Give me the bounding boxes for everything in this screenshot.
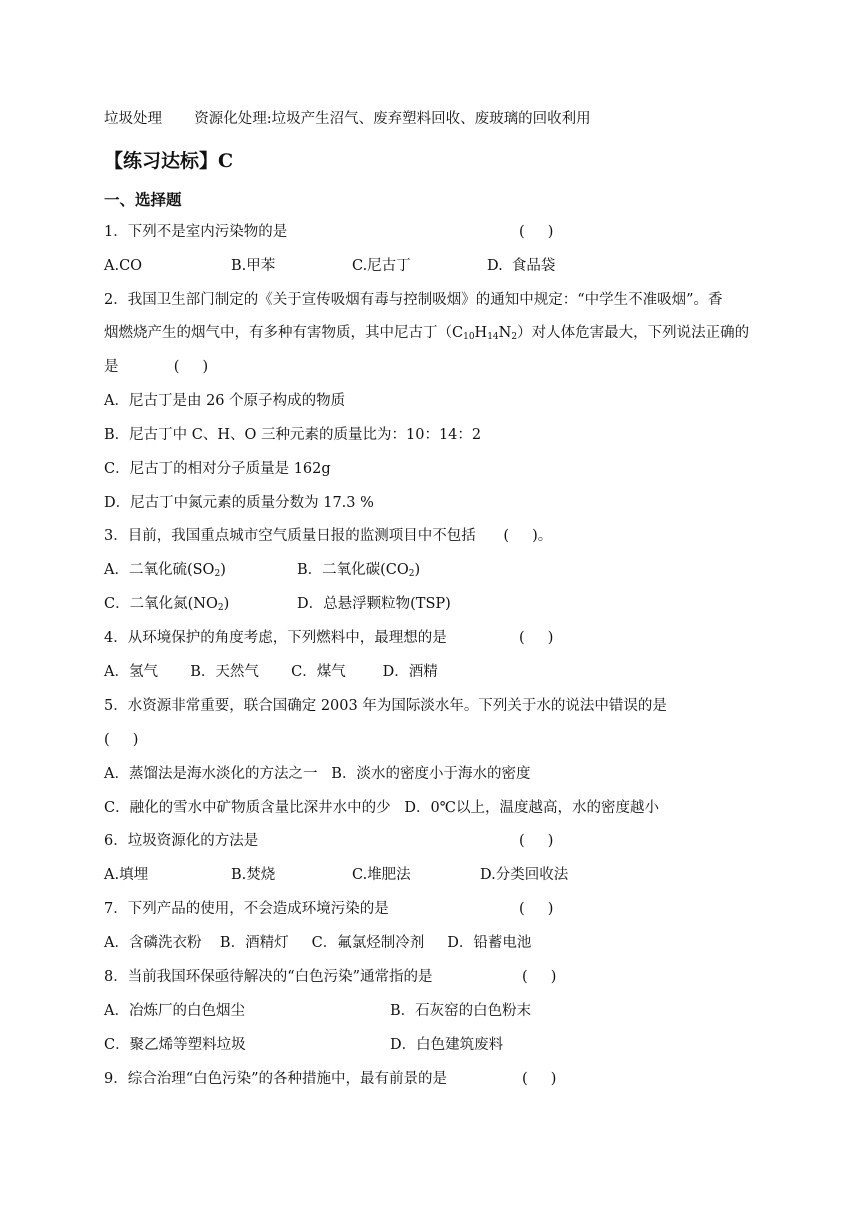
- q7-stem: 7．下列产品的使用，不会造成环境污染的是: [104, 901, 389, 917]
- q3-option-a-post: ): [220, 562, 226, 578]
- q5-line-2: ( ): [104, 732, 139, 748]
- q1-stem: 1．下列不是室内污染物的是: [104, 224, 288, 240]
- q2-line-2: [104, 323, 749, 347]
- q8-option-d: D．白色建筑废料: [390, 1037, 504, 1053]
- q1-answer-paren: ( ): [519, 224, 554, 240]
- q2-formula-h: H: [474, 325, 488, 341]
- q3-option-a-pre: A．二氧化硫(SO: [104, 562, 215, 578]
- subsection-title: 一、选择题: [104, 190, 182, 209]
- q9-answer-paren: ( ): [522, 1071, 557, 1087]
- q2-formula-sub-3: 2: [511, 332, 518, 342]
- q6-option-d: D.分类回收法: [480, 867, 569, 883]
- q3-option-c-pre: C．二氧化氮(NO: [104, 596, 218, 612]
- q5-line-1: 5．水资源非常重要，联合国确定 2003 年为国际淡水年。下列关于水的说法中错误的是: [104, 698, 667, 714]
- q8-stem: 8．当前我国环保亟待解决的“白色污染”通常指的是: [104, 969, 433, 985]
- q3-stem: 3．目前，我国重点城市空气质量日报的监测项目中不包括 ( )。: [104, 528, 553, 544]
- q1-option-b: B.甲苯: [231, 258, 276, 274]
- q2-line-1: 2．我国卫生部门制定的《关于宣传吸烟有毒与控制吸烟》的通知中规定：“中学生不准吸烟”。香: [104, 292, 723, 308]
- q6-answer-paren: ( ): [519, 833, 554, 849]
- q4-options: A．氢气 B．天然气 C．煤气 D．酒精: [104, 664, 438, 680]
- q2-option-a: A．尼古丁是由 26 个原子构成的物质: [104, 393, 346, 409]
- q3-option-c-post: ): [223, 596, 230, 612]
- q3-option-b: [297, 560, 420, 584]
- q7-answer-paren: ( ): [519, 901, 554, 917]
- q1-option-d: D. 食品袋: [487, 258, 556, 274]
- q1-option-a: A.CO: [104, 258, 143, 274]
- q6-option-a: A.填埋: [104, 867, 149, 883]
- intro-line: 垃圾处理 资源化处理:垃圾产生沼气、废弃塑料回收、废玻璃的回收利用: [104, 111, 591, 127]
- q3-option-c: [104, 594, 229, 618]
- q6-option-c: C.堆肥法: [352, 867, 411, 883]
- q3-option-c-sub: 2: [217, 603, 224, 613]
- q2-formula-n: N: [498, 325, 512, 341]
- q7-options: A．含磷洗衣粉 B．酒精灯 C．氟氯烃制冷剂 D．铅蓄电池: [104, 935, 532, 951]
- q5-options-cd: C．融化的雪水中矿物质含量比深井水中的少 D．0℃以上，温度越高，水的密度越小: [104, 800, 659, 816]
- q2-option-c: C．尼古丁的相对分子质量是 162g: [104, 461, 331, 477]
- q4-answer-paren: ( ): [519, 630, 554, 646]
- q3-option-d: D．总悬浮颗粒物(TSP): [297, 596, 451, 612]
- q2-line-2-post: ）对人体危害最大，下列说法正确的: [517, 325, 750, 341]
- q2-line-2-pre: 烟燃烧产生的烟气中，有多种有害物质，其中尼古丁（C: [104, 325, 464, 341]
- q3-option-a-sub: 2: [214, 569, 221, 579]
- q8-option-b: B．石灰窑的白色粉末: [390, 1003, 532, 1019]
- q3-option-b-sub: 2: [408, 569, 415, 579]
- q3-option-b-pre: B．二氧化碳(CO: [297, 562, 409, 578]
- q2-line-3: 是 ( ): [104, 359, 209, 375]
- q8-option-a: A．冶炼厂的白色烟尘: [104, 1003, 245, 1019]
- q2-option-b: B．尼古丁中 C、H、O 三种元素的质量比为：10：14：2: [104, 427, 482, 443]
- q2-formula-sub-2: 14: [487, 332, 499, 342]
- q8-answer-paren: ( ): [522, 969, 557, 985]
- q2-formula-sub-1: 10: [463, 332, 475, 342]
- q8-option-c: C．聚乙烯等塑料垃圾: [104, 1037, 246, 1053]
- q9-stem: 9．综合治理“白色污染”的各种措施中，最有前景的是: [104, 1071, 448, 1087]
- section-title: 【练习达标】C: [104, 150, 234, 172]
- q6-option-b: B.焚烧: [231, 867, 276, 883]
- q5-options-ab: A．蒸馏法是海水淡化的方法之一 B．淡水的密度小于海水的密度: [104, 766, 531, 782]
- q1-option-c: C.尼古丁: [352, 258, 411, 274]
- q2-option-d: D．尼古丁中氮元素的质量分数为 17.3 %: [104, 495, 374, 511]
- q4-stem: 4．从环境保护的角度考虑，下列燃料中，最理想的是: [104, 630, 447, 646]
- q3-option-b-post: ): [414, 562, 421, 578]
- q3-option-a: [104, 560, 226, 584]
- q6-stem: 6．垃圾资源化的方法是: [104, 833, 259, 849]
